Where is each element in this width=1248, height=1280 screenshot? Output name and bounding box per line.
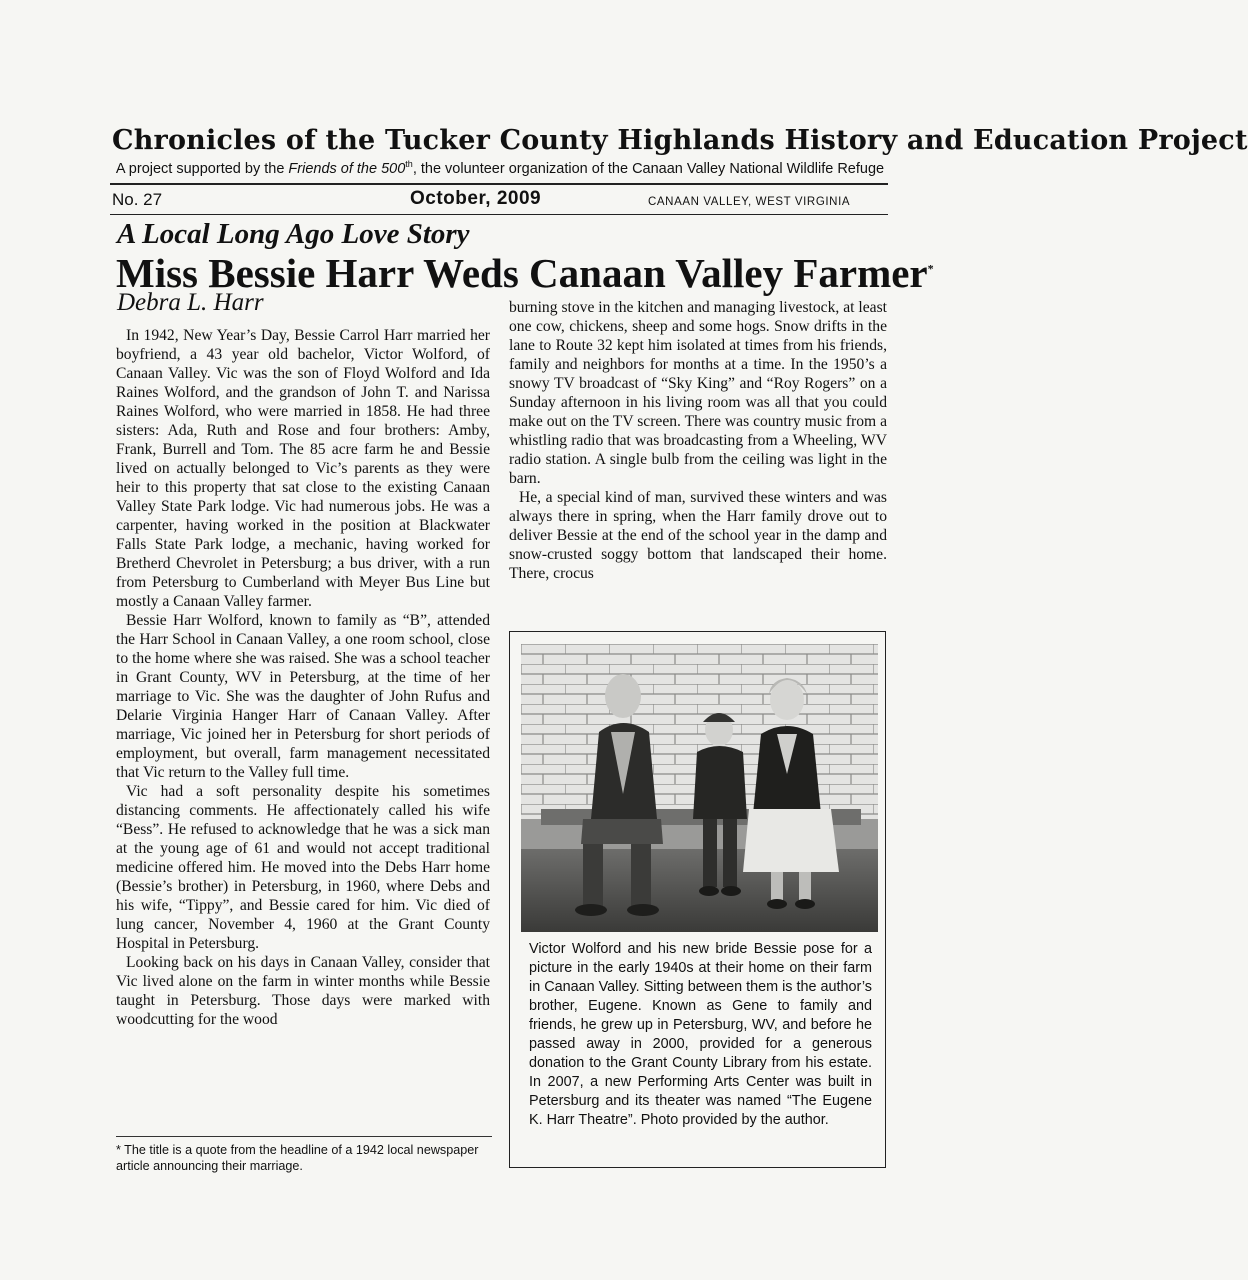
footnote: * The title is a quote from the headline of a 1942 local newspaper article announcing their marriage.	[116, 1143, 479, 1173]
headline-footnote-mark: *	[927, 261, 934, 276]
paragraph: In 1942, New Year’s Day, Bessie Carrol Harr married her boyfriend, a 43 year old bachelor, Victor Wolford, of Canaan Valley. Vic was the son of Floyd Wolford and Ida Raines Wolford, and the grandson of John T. and Narissa Raines Wolford, who were married in 1858. He had three sisters: Ada, Ruth and Rose and four brothers: Amby, Frank, Burrell and Tom. The 85 acre farm he and Bessie lived on actually belonged to Vic’s parents as they were heir to this property that sat close to the existing Canaan Valley State Park lodge. Vic had numerous jobs. He was a carpenter, having worked in the position at Blackwater Falls State Park lodge, a mechanic, having worked for Bretherd Chevrolet in Petersburg; a bus driver, with a run from Petersburg to Cumberland with Meyer Bus Line but mostly a Canaan Valley farmer.	[116, 327, 490, 610]
paragraph: He, a special kind of man, survived these winters and was always there in spring, when the Harr family drove out to deliver Bessie at the end of the school year in the damp and snow-crusted soggy bottom that landscaped their home. There, crocus	[509, 489, 887, 582]
subtitle-post: , the volunteer organization of the Canaan Valley National Wildlife Refuge	[412, 160, 885, 177]
masthead-title: Chronicles of the Tucker County Highlands History and Education Project	[112, 125, 1248, 156]
paragraph: burning stove in the kitchen and managing livestock, at least one cow, chickens, sheep and some hogs. Snow drifts in the lane to Route 32 kept him isolated at times from his friends, family and neighbors for months at a time. In the 1950’s a snowy TV broadcast of “Sky King” and “Roy Rogers” on a Sunday afternoon in his living room was all that you could make out on the TV screen. There was country music from a whistling radio that was broadcasting from a Wheeling, WV radio station. A single bulb from the ceiling was light in the barn.	[509, 299, 887, 487]
footnote-rule	[116, 1136, 492, 1137]
article-column-left	[116, 326, 490, 1029]
masthead-rule	[110, 183, 888, 185]
masthead-subtitle	[110, 159, 890, 177]
paragraph: Looking back on his days in Canaan Valley, consider that Vic lived alone on the farm in winter months while Bessie taught in Petersburg. Those days were marked with woodcutting for the wood	[116, 954, 490, 1028]
paragraph: Vic had a soft personality despite his sometimes distancing comments. He affectionately called his wife “Bess”. He refused to acknowledge that he was a sick man at the young age of 61 and would not accept traditional medicine offered him. He moved into the Debs Harr home (Bessie’s brother) in Petersburg, in 1960, where Debs and his wife, “Tippy”, and Bessie cared for him. Vic died of lung cancer, November 4, 1960 at the Grant County Hospital in Petersburg.	[116, 783, 490, 952]
family-photo-icon	[521, 644, 878, 932]
subtitle-pre: A project supported by the	[115, 160, 289, 177]
article-column-right	[509, 298, 887, 583]
issue-number: No. 27	[112, 190, 163, 209]
issue-rule	[110, 214, 888, 215]
article-byline: Debra L. Harr	[117, 289, 264, 316]
photo-caption: Victor Wolford and his new bride Bessie pose for a picture in the early 1940s at their home on their farm in Canaan Valley. Sitting between them is the author’s brother, Eugene. Known as Gene to family and friends, he grew up in Petersburg, WV, and before he passed away in 2000, provided for a generous donation to the Grant County Library from his estate. In 2007, a new Performing Arts Center was built in Petersburg and its theater was named “The Eugene K. Harr Theatre”. Photo provided by the author.	[529, 941, 872, 1128]
paragraph: Bessie Harr Wolford, known to family as “B”, attended the Harr School in Canaan Valley, a one room school, close to the home where she was raised. She was a school teacher in Grant County, WV in Petersburg, at the time of her marriage to Vic. She was the daughter of John Rufus and Delarie Virginia Hanger Harr of Canaan Valley. After marriage, Vic joined her in Petersburg for short periods of employment, but overall, farm management necessitated that Vic return to the Valley full time.	[116, 612, 490, 781]
issue-place: CANAAN VALLEY, WEST VIRGINIA	[648, 196, 851, 208]
article-kicker: A Local Long Ago Love Story	[117, 218, 470, 250]
subtitle-th: th	[405, 159, 413, 169]
subtitle-friends: Friends of the 500	[288, 160, 406, 177]
issue-date: October, 2009	[410, 188, 542, 209]
headline-text: Miss Bessie Harr Weds Canaan Valley Farmer	[116, 250, 928, 296]
